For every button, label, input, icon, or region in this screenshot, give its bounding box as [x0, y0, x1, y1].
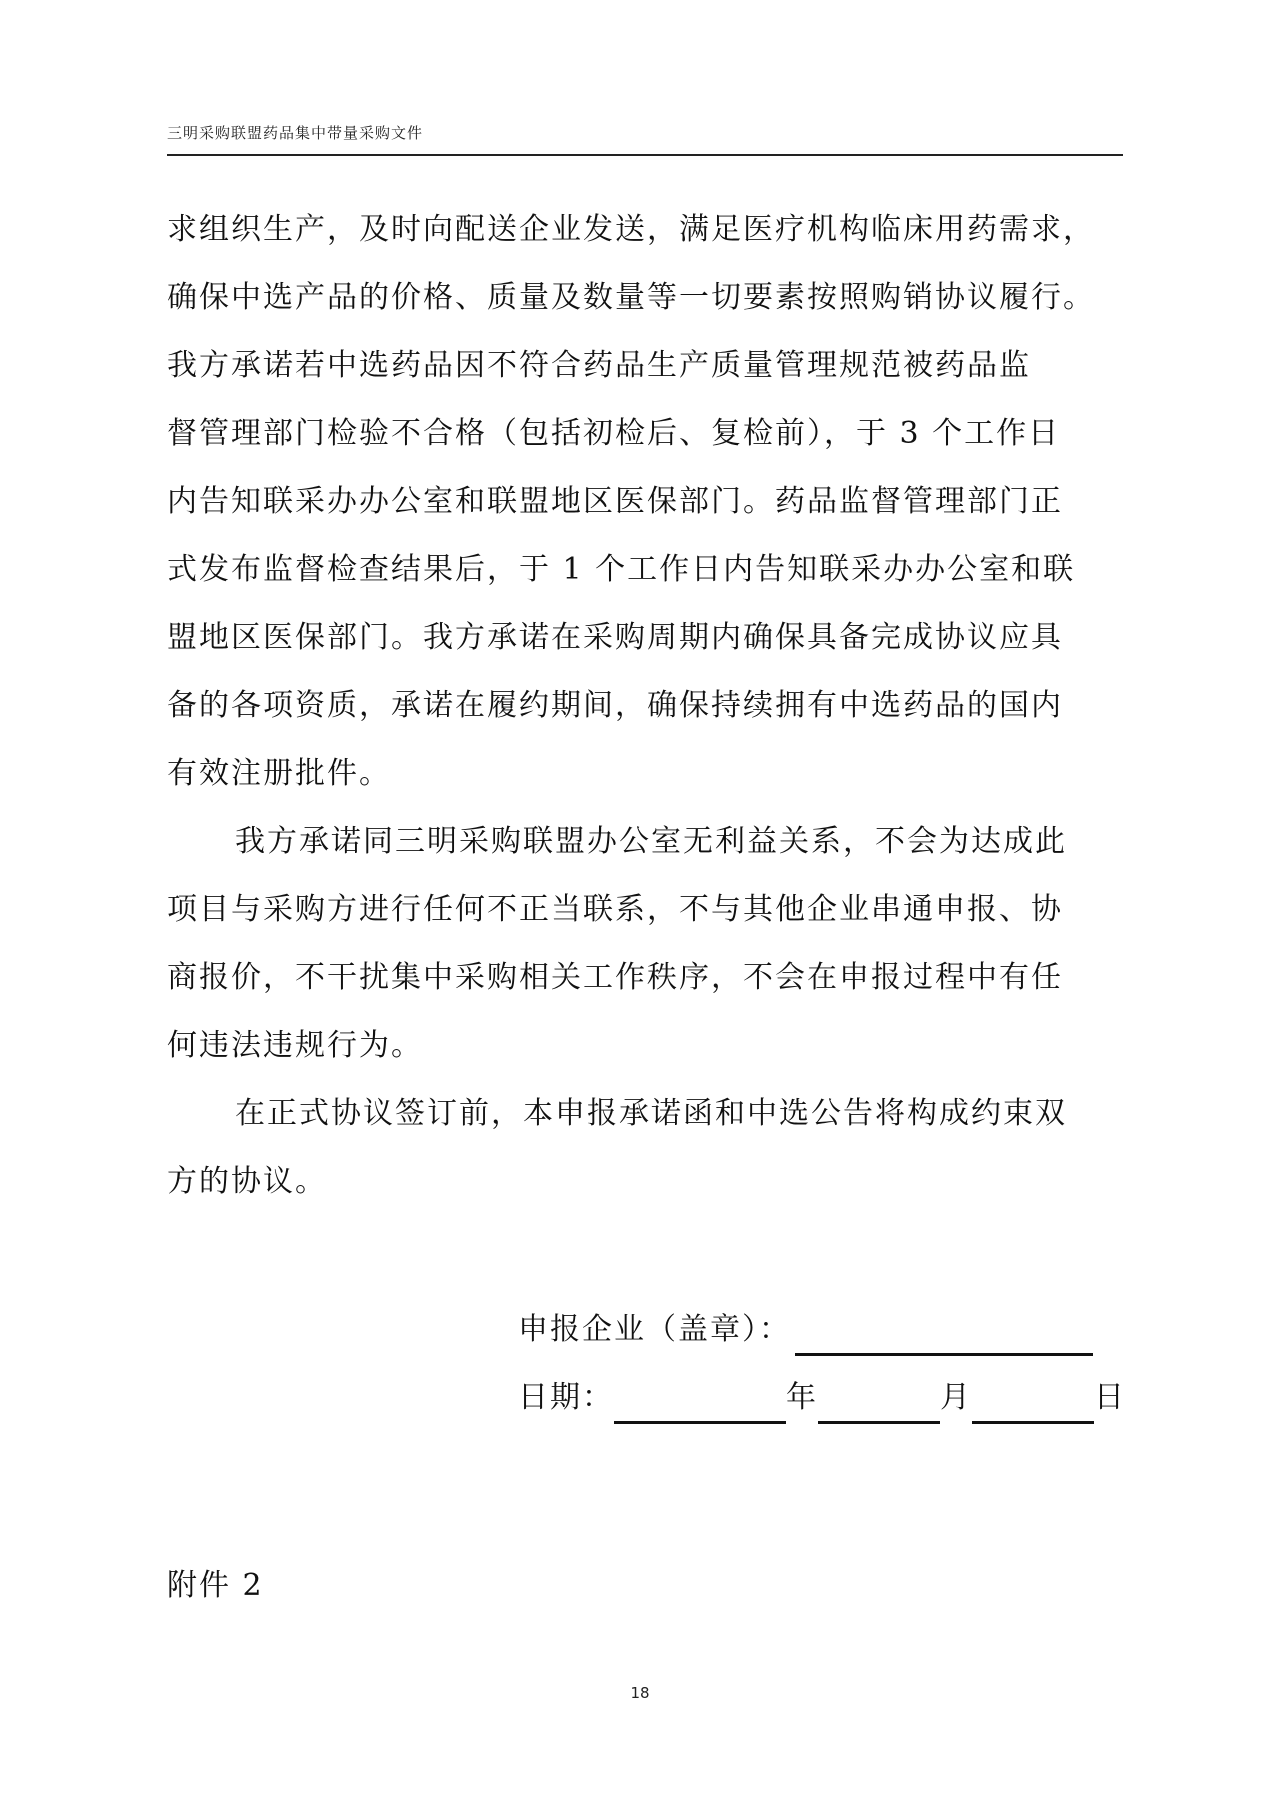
- date-row: [518, 1364, 1128, 1432]
- body-line: 式发布监督检查结果后，于 1 个工作日内告知联采办办公室和联: [167, 552, 1076, 587]
- body-line: 有效注册批件。: [167, 756, 391, 791]
- month-blank[interactable]: [818, 1387, 940, 1424]
- company-seal-label: 申报企业（盖章）：: [518, 1312, 791, 1347]
- month-label: 月: [940, 1380, 972, 1415]
- attachment-label: 附件 2: [167, 1568, 264, 1603]
- body-line: 确保中选产品的价格、质量及数量等一切要素按照购销协议履行。: [167, 280, 1095, 315]
- header-title: 三明采购联盟药品集中带量采购文件: [167, 124, 424, 142]
- page-header: [167, 120, 1123, 156]
- date-label: 日期：: [518, 1380, 614, 1415]
- body-line: 内告知联采办办公室和联盟地区医保部门。药品监督管理部门正: [167, 484, 1063, 519]
- day-label: 日: [1094, 1380, 1126, 1415]
- body-line: 盟地区医保部门。我方承诺在采购周期内确保具备完成协议应具: [167, 620, 1063, 655]
- year-blank[interactable]: [614, 1387, 786, 1424]
- body-line: 我方承诺若中选药品因不符合药品生产质量管理规范被药品监: [167, 348, 1031, 383]
- body-line: 商报价，不干扰集中采购相关工作秩序，不会在申报过程中有任: [167, 960, 1063, 995]
- body-line: 求组织生产，及时向配送企业发送，满足医疗机构临床用药需求，: [167, 212, 1095, 247]
- year-label: 年: [786, 1380, 818, 1415]
- paragraph-start-line: 在正式协议签订前，本申报承诺函和中选公告将构成约束双: [235, 1096, 1067, 1131]
- body-line: 备的各项资质，承诺在履约期间，确保持续拥有中选药品的国内: [167, 688, 1063, 723]
- company-seal-row: [518, 1296, 1128, 1364]
- body-line: 督管理部门检验不合格（包括初检后、复检前），于 3 个工作日: [167, 416, 1061, 451]
- commitment-body: [167, 196, 1127, 1216]
- body-line: 何违法违规行为。: [167, 1028, 423, 1063]
- company-seal-blank[interactable]: [795, 1319, 1093, 1356]
- day-blank[interactable]: [972, 1387, 1094, 1424]
- body-line: 项目与采购方进行任何不正当联系，不与其他企业串通申报、协: [167, 892, 1063, 927]
- paragraph-start-line: 我方承诺同三明采购联盟办公室无利益关系，不会为达成此: [235, 824, 1067, 859]
- body-line: 方的协议。: [167, 1164, 327, 1199]
- page-number: 18: [630, 1684, 650, 1702]
- signature-block: [518, 1296, 1128, 1432]
